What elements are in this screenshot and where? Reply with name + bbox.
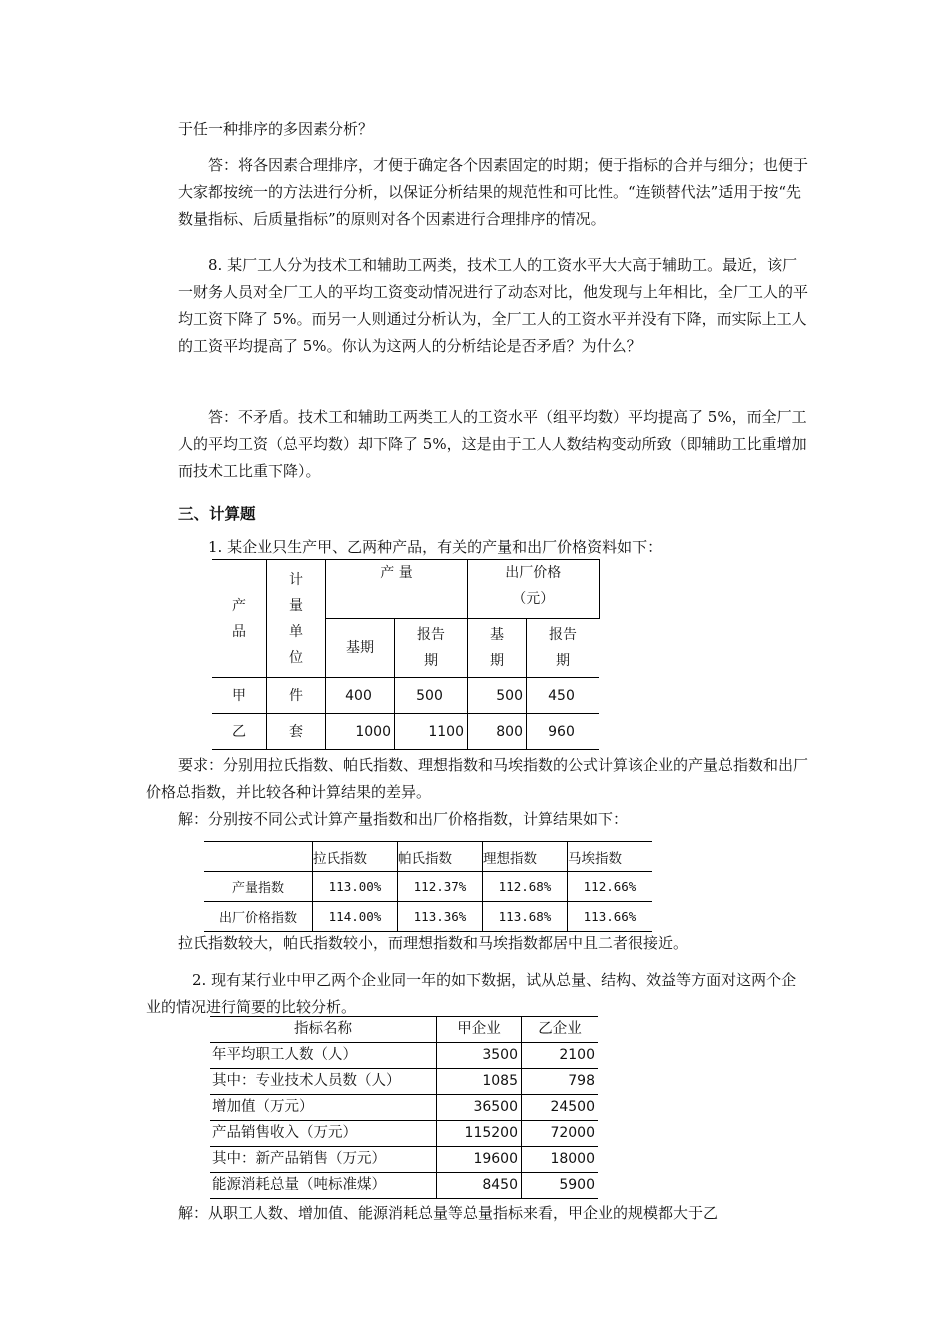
th-unit: 计量单位 — [267, 560, 326, 678]
table-row: 年平均职工人数（人） 3500 2100 — [210, 1043, 598, 1069]
para-continuation: 于任一种排序的多因素分析？ — [178, 120, 374, 138]
answer-8: 答：不矛盾。技术工和辅助工两类工人的工资水平（组平均数）平均提高了 5%，而全厂工人的平均工资（总平均数）却下降了 5%，这是由于工人人数结构变动所致（即辅助工比重增加而技术工比重下降）。 — [178, 408, 807, 480]
question-1: 1. 某企业只生产甲、乙两种产品，有关的产量和出厂价格资料如下： — [208, 538, 663, 556]
table-row: 出厂价格指数 114.00% 113.36% 113.68% 113.66% — [204, 902, 652, 932]
table-row: 增加值（万元） 36500 24500 — [210, 1095, 598, 1121]
question-2: 2. 现有某行业中甲乙两个企业同一年的如下数据，试从总量、结构、效益等方面对这两个企业的情况进行简要的比较分析。 — [146, 971, 797, 1016]
requirement: 要求：分别用拉氏指数、帕氏指数、理想指数和马埃指数的公式计算该企业的产量总指数和出厂价格总指数，并比较各种计算结果的差异。 — [146, 756, 809, 801]
th-marshall: 马埃指数 — [568, 842, 653, 872]
th-enterprise-b: 乙企业 — [522, 1017, 599, 1043]
th-paasche: 帕氏指数 — [398, 842, 483, 872]
th-qty: 产 量 — [326, 560, 468, 619]
table-row: 能源消耗总量（吨标准煤） 8450 5900 — [210, 1173, 598, 1199]
conclusion-1: 拉氏指数较大，帕氏指数较小，而理想指数和马埃指数都居中且二者很接近。 — [178, 934, 689, 952]
table-products — [212, 559, 600, 750]
table-row: 其中：新产品销售（万元） 19600 18000 — [210, 1147, 598, 1173]
th-price-report: 报告期 — [527, 619, 600, 678]
th-price: 出厂价格（元） — [468, 560, 600, 619]
section-heading: 三、计算题 — [178, 505, 256, 523]
table-enterprises — [210, 1016, 598, 1199]
th-qty-report: 报告期 — [395, 619, 468, 678]
table-row: 产量指数 113.00% 112.37% 112.68% 112.66% — [204, 872, 652, 902]
th-product: 产品 — [212, 560, 267, 678]
th-ideal: 理想指数 — [483, 842, 568, 872]
th-price-base: 基期 — [468, 619, 527, 678]
th-qty-base: 基期 — [326, 619, 395, 678]
th-indicator: 指标名称 — [210, 1017, 437, 1043]
table-index-results — [204, 841, 652, 932]
question-8: 8. 某厂工人分为技术工和辅助工两类，技术工人的工资水平大大高于辅助工。最近，该厂一财务人员对全厂工人的平均工资变动情况进行了动态对比，他发现与上年相比，全厂工人的平均工资下降了 5%。而另一人则通过分析认为，全厂工人的工资水平并没有下降，而实际上工人的工资平均提高了 5%。你认为这两人的分析结论是否矛盾？为什么？ — [178, 256, 809, 355]
th-enterprise-a: 甲企业 — [437, 1017, 522, 1043]
table-row: 乙 套 1000 1100 800 960 — [212, 714, 599, 750]
table-row: 其中：专业技术人员数（人） 1085 798 — [210, 1069, 598, 1095]
th-laspeyres: 拉氏指数 — [313, 842, 398, 872]
table-row: 产品销售收入（万元） 115200 72000 — [210, 1121, 598, 1147]
answer-7: 答：将各因素合理排序，才便于确定各个因素固定的时期；便于指标的合并与细分；也便于大家都按统一的方法进行分析，以保证分析结果的规范性和可比性。“连锁替代法”适用于按“先数量指标、后质量指标”的原则对各个因素进行合理排序的情况。 — [178, 156, 809, 228]
table-row: 甲 件 400 500 500 450 — [212, 678, 599, 714]
solution-2: 解：从职工人数、增加值、能源消耗总量等总量指标来看，甲企业的规模都大于乙 — [178, 1204, 719, 1222]
solution-1-intro: 解：分别按不同公式计算产量指数和出厂价格指数，计算结果如下： — [178, 810, 629, 828]
